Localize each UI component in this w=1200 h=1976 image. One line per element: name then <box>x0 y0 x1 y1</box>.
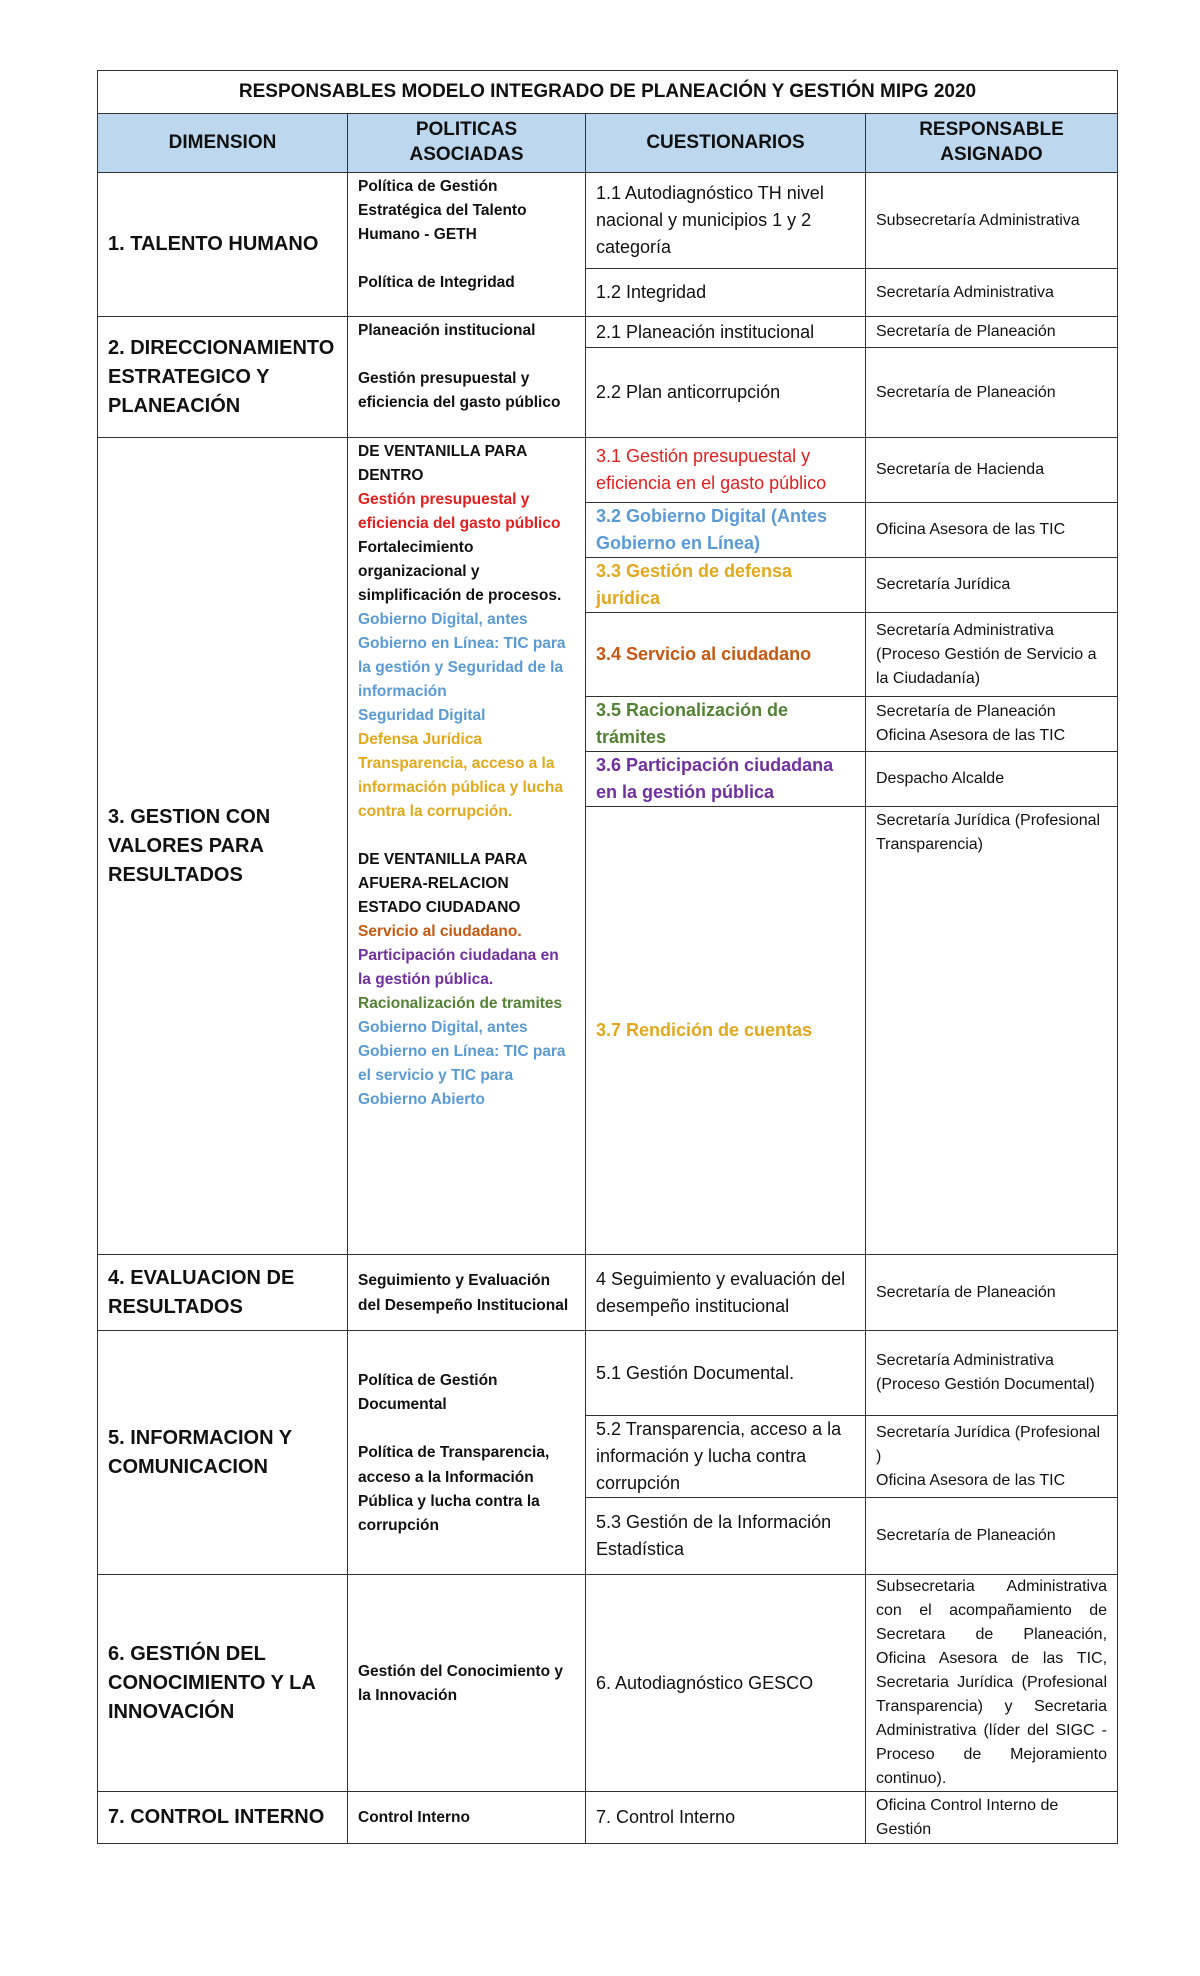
table-title: RESPONSABLES MODELO INTEGRADO DE PLANEACIÓN Y GESTIÓN MIPG 2020 <box>98 71 1118 114</box>
politicas-informacion <box>348 1331 586 1575</box>
cuestionario-3-5: 3.5 Racionalización de trámites <box>586 697 866 752</box>
responsable-3-1: Secretaría de Hacienda <box>866 438 1118 503</box>
cuestionario-3-4: 3.4 Servicio al ciudadano <box>586 613 866 697</box>
cuestionario-5-2: 5.2 Transparencia, acceso a la información y lucha contra corrupción <box>586 1416 866 1498</box>
cuestionario-3-2: 3.2 Gobierno Digital (Antes Gobierno en Línea) <box>586 503 866 558</box>
header-row <box>98 114 1118 173</box>
cuestionario-3-3: 3.3 Gestión de defensa jurídica <box>586 558 866 613</box>
politica-gestion-documental: Política de Gestión Documental <box>358 1372 498 1414</box>
responsable-3-4: Secretaría Administrativa (Proceso Gestión de Servicio a la Ciudadanía) <box>866 613 1118 697</box>
dimension-informacion: 5. INFORMACION Y COMUNICACION <box>98 1331 348 1575</box>
politica-racionalizacion: Racionalización de tramites <box>358 995 563 1013</box>
responsable-3-2: Oficina Asesora de las TIC <box>866 503 1118 558</box>
header-politicas: POLITICAS ASOCIADAS <box>348 114 586 173</box>
politicas-talento-humano <box>348 173 586 317</box>
politica-participacion: Participación ciudadana en la gestión pública. <box>358 947 559 989</box>
responsable-5-2-juridica: Secretaría Jurídica (Profesional ) <box>876 1423 1101 1465</box>
responsable-2-2: Secretaría de Planeación <box>866 348 1118 438</box>
dimension-conocimiento: 6. GESTIÓN DEL CONOCIMIENTO Y LA INNOVACIÓN <box>98 1575 348 1792</box>
responsable-3-5 <box>866 697 1118 752</box>
responsable-3-6: Despacho Alcalde <box>866 752 1118 807</box>
politica-conocimiento: Gestión del Conocimiento y la Innovación <box>348 1575 586 1792</box>
cuestionario-3-6: 3.6 Participación ciudadana en la gestión pública <box>586 752 866 807</box>
cuestionario-2-2: 2.2 Plan anticorrupción <box>586 348 866 438</box>
politica-gobierno-digital-gestion: Gobierno Digital, antes Gobierno en Línea: TIC para la gestión y Seguridad de la información <box>358 611 566 701</box>
politica-geth: Política de Gestión Estratégica del Talento Humano - GETH <box>358 178 527 244</box>
table-row <box>98 1331 1118 1416</box>
politica-defensa-juridica: Defensa Jurídica <box>358 731 483 749</box>
cuestionario-6: 6. Autodiagnóstico GESCO <box>586 1575 866 1792</box>
responsable-1-1: Subsecretaría Administrativa <box>866 173 1118 269</box>
cuestionario-7: 7. Control Interno <box>586 1792 866 1844</box>
dimension-talento-humano: 1. TALENTO HUMANO <box>98 173 348 317</box>
politica-fortalecimiento: Fortalecimiento organizacional y simplificación de procesos. <box>358 539 562 605</box>
responsable-3-5-planeacion: Secretaría de Planeación <box>876 703 1056 720</box>
cuestionario-1-1: 1.1 Autodiagnóstico TH nivel nacional y municipios 1 y 2 categoría <box>586 173 866 269</box>
politica-transparencia: Política de Transparencia, acceso a la Información Pública y lucha contra la corrupción <box>358 1444 550 1534</box>
responsable-5-2 <box>866 1416 1118 1498</box>
responsable-5-3: Secretaría de Planeación <box>866 1498 1118 1575</box>
table-row <box>98 1792 1118 1844</box>
responsable-3-7: Secretaría Jurídica (Profesional Transparencia) <box>866 807 1118 1255</box>
table-row <box>98 317 1118 348</box>
politica-planeacion: Planeación institucional <box>358 322 536 339</box>
politica-integridad: Política de Integridad <box>358 274 515 292</box>
politica-transparencia: Transparencia, acceso a la información pública y lucha contra la corrupción. <box>358 755 563 821</box>
mipg-responsables-table <box>97 70 1118 1844</box>
responsable-3-3: Secretaría Jurídica <box>866 558 1118 613</box>
dimension-control-interno: 7. CONTROL INTERNO <box>98 1792 348 1844</box>
politica-seguimiento: Seguimiento y Evaluación del Desempeño Institucional <box>348 1255 586 1331</box>
table-row <box>98 1575 1118 1792</box>
dimension-evaluacion: 4. EVALUACION DE RESULTADOS <box>98 1255 348 1331</box>
responsable-3-5-tic: Oficina Asesora de las TIC <box>876 727 1066 744</box>
politicas-direccionamiento <box>348 317 586 438</box>
cuestionario-2-1: 2.1 Planeación institucional <box>586 317 866 348</box>
politica-seguridad-digital: Seguridad Digital <box>358 707 486 725</box>
cuestionario-3-7: 3.7 Rendición de cuentas <box>586 807 866 1255</box>
cuestionario-4: 4 Seguimiento y evaluación del desempeño institucional <box>586 1255 866 1331</box>
politica-servicio-ciudadano: Servicio al ciudadano. <box>358 923 522 941</box>
responsable-6: Subsecretaria Administrativa con el acompañamiento de Secretara de Planeación, Oficina Asesora de las TIC, Secretaria Jurídica (Profesional Transparencia) y Secretaria Administrativa (líder del SIGC -Proceso de Mejoramiento continuo). <box>866 1575 1118 1792</box>
responsable-2-1: Secretaría de Planeación <box>866 317 1118 348</box>
dimension-direccionamiento: 2. DIRECCIONAMIENTO ESTRATEGICO Y PLANEACIÓN <box>98 317 348 438</box>
politica-gestion-presupuestal: Gestión presupuestal y eficiencia del gasto público <box>358 370 561 412</box>
header-responsable: RESPONSABLE ASIGNADO <box>866 114 1118 173</box>
politica-gobierno-digital-servicio: Gobierno Digital, antes Gobierno en Línea: TIC para el servicio y TIC para Gobierno Abierto <box>358 1019 566 1109</box>
cuestionario-1-2: 1.2 Integridad <box>586 269 866 317</box>
politica-ventanilla-afuera: DE VENTANILLA PARA AFUERA-RELACION ESTADO CIUDADANO <box>358 851 527 917</box>
cuestionario-3-1: 3.1 Gestión presupuestal y eficiencia en el gasto público <box>586 438 866 503</box>
politica-gestion-presupuestal: Gestión presupuestal y eficiencia del gasto público <box>358 491 561 533</box>
politica-control-interno: Control Interno <box>348 1792 586 1844</box>
responsable-1-2: Secretaría Administrativa <box>866 269 1118 317</box>
cuestionario-5-3: 5.3 Gestión de la Información Estadística <box>586 1498 866 1575</box>
responsable-7: Oficina Control Interno de Gestión <box>866 1792 1118 1844</box>
header-dimension: DIMENSION <box>98 114 348 173</box>
table-row <box>98 173 1118 269</box>
responsable-5-1: Secretaría Administrativa (Proceso Gestión Documental) <box>866 1331 1118 1416</box>
table-row <box>98 1255 1118 1331</box>
politica-ventanilla-dentro: DE VENTANILLA PARA DENTRO <box>358 443 527 485</box>
cuestionario-5-1: 5.1 Gestión Documental. <box>586 1331 866 1416</box>
header-cuestionarios: CUESTIONARIOS <box>586 114 866 173</box>
dimension-gestion-valores: 3. GESTION CON VALORES PARA RESULTADOS <box>98 438 348 1255</box>
responsable-4: Secretaría de Planeación <box>866 1255 1118 1331</box>
politicas-gestion-valores <box>348 438 586 1255</box>
table-row <box>98 438 1118 503</box>
responsable-5-2-tic: Oficina Asesora de las TIC <box>876 1471 1066 1489</box>
